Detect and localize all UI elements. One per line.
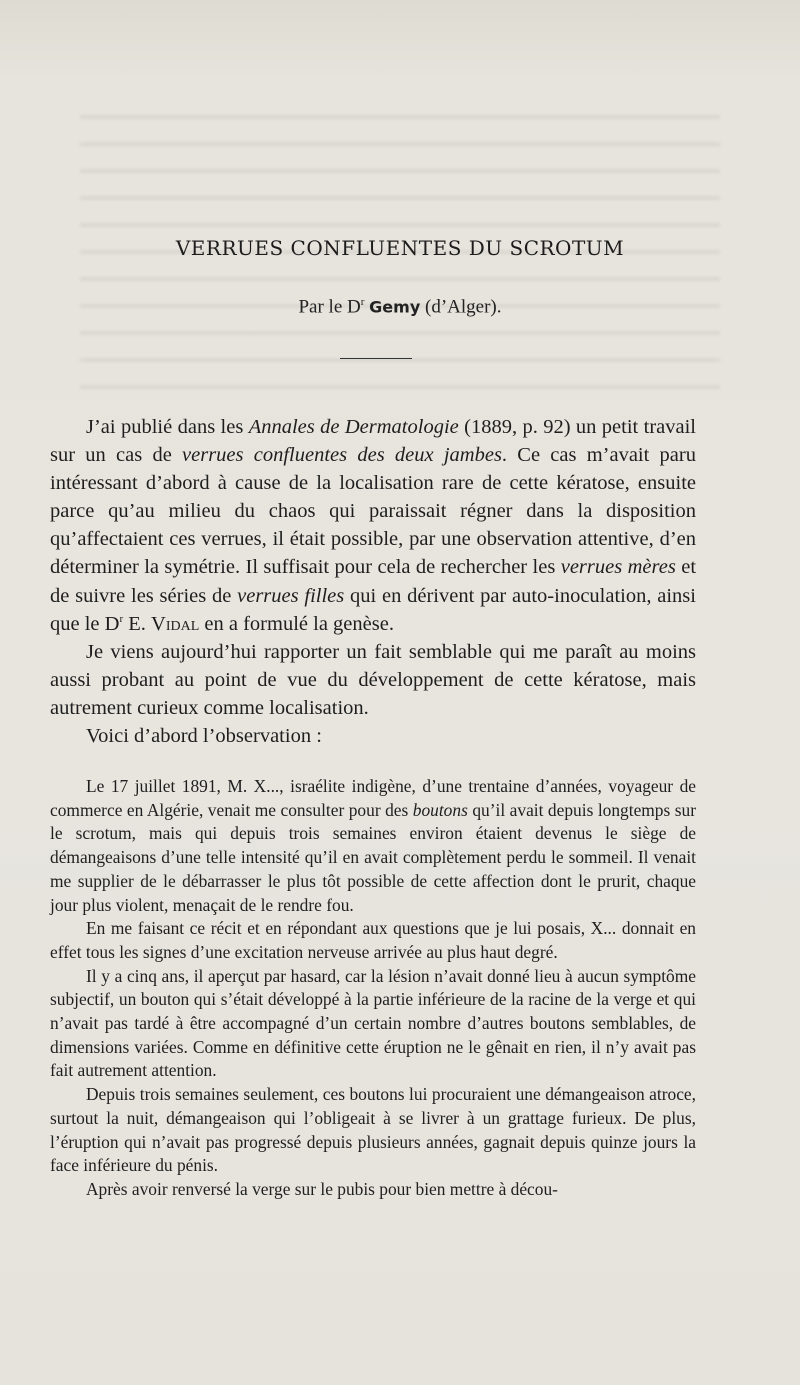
obs-p1-text-a: Le 17 juillet 1891, M. X..., israélite indigène, d’une trentaine d’années, voyageur de commerce en Algérie, venait me consulter pour des	[50, 776, 696, 820]
journal-title: Annales de Dermatologie	[248, 416, 459, 438]
intro-p1-text-g: et de suivre les séries de	[50, 556, 697, 607]
intro-p1-italic-d: verrues confluentes des deux jambes	[182, 444, 502, 467]
author-reference-vidal: Vidal	[151, 612, 200, 635]
byline-suffix: (d’Alger).	[425, 296, 502, 318]
obs-p1-italic-b: boutons	[412, 799, 468, 820]
intro-p1-text-e: . Ce cas m’avait paru intéressant d’abord à cause de la localisation rare de cette kératose, ensuite parce qu’au milieu du chaos qui paraissait régner dans la disposition qu’affectaient ces verrues, il était possible, par une observation attentive, d’en déterminer la symétrie. Il suffisait pour cela de rechercher les	[50, 444, 696, 579]
byline-prefix: Par le D	[298, 296, 361, 318]
observation-paragraph-4: Depuis trois semaines seulement, ces boutons lui procuraient une démangeaison atroce, surtout la nuit, démangeaison qui l’obligeait à se livrer à un grattage furieux. De plus, l’éruption qui n’avait pas progressé depuis plusieurs années, gagnait depuis quinze jours la face inférieure du pénis.	[50, 1084, 696, 1176]
intro-p1-text-a: J’ai publié dans les	[86, 416, 249, 438]
byline	[0, 296, 800, 318]
intro-p1-italic-f: verrues mères	[560, 556, 676, 579]
byline-prefix-sup: r	[360, 296, 365, 308]
intro-paragraph-2: Je viens aujourd’hui rapporter un fait semblable qui me paraît au moins aussi probant au point de vue du développement de cette kératose, mais autrement curieux comme localisation.	[50, 640, 696, 719]
intro-p1-text-l: en a formulé la genèse.	[199, 612, 394, 635]
title-divider	[340, 358, 412, 359]
intro-paragraph-3: Voici d’abord l’observation :	[86, 725, 322, 748]
observation-paragraph-1	[50, 775, 696, 917]
observation-section	[50, 775, 696, 1202]
observation-paragraph-5: Après avoir renversé la verge sur le pubis pour bien mettre à décou-	[86, 1178, 558, 1199]
obs-p1-text-c: qu’il avait depuis longtemps sur le scrotum, mais qui depuis trois semaines environ étaient devenus le siège de démangeaisons d’une telle intensité qu’il en avait complètement perdu le sommeil. Il venait me supplier de le débarrasser le plus tôt possible de cette affection dont le prurit, chaque jour plus violent, menaçait de le rendre fou.	[50, 799, 697, 915]
introduction	[50, 413, 696, 750]
article-title: VERRUES CONFLUENTES DU SCROTUM	[175, 236, 625, 260]
intro-p1-italic-h: verrues filles	[237, 584, 345, 607]
intro-p1-text-c: (1889, p. 92) un petit travail sur un cas de	[50, 416, 696, 467]
intro-p1-sup: r	[119, 612, 124, 625]
intro-paragraph-1	[50, 413, 696, 638]
observation-paragraph-2: En me faisant ce récit et en répondant aux questions que je lui posais, X... donnait en effet tous les signes d’une excitation nerveuse arrivée au plus haut degré.	[50, 918, 696, 962]
author-name: Gemy	[369, 297, 421, 317]
intro-p1-text-j: E.	[123, 612, 152, 635]
intro-p1-text-i: qui en dérivent par auto-inoculation, ainsi que le D	[50, 584, 696, 635]
observation-paragraph-3: Il y a cinq ans, il aperçut par hasard, car la lésion n’avait donné lieu à aucun symptôme subjectif, un bouton qui s’était développé à la partie inférieure de la racine de la verge et qui n’avait pas tardé à être accompagné d’un certain nombre d’autres boutons semblables, de dimensions variées. Comme en définitive cette éruption ne le gênait en rien, il n’y avait pas fait autrement attention.	[50, 965, 696, 1081]
